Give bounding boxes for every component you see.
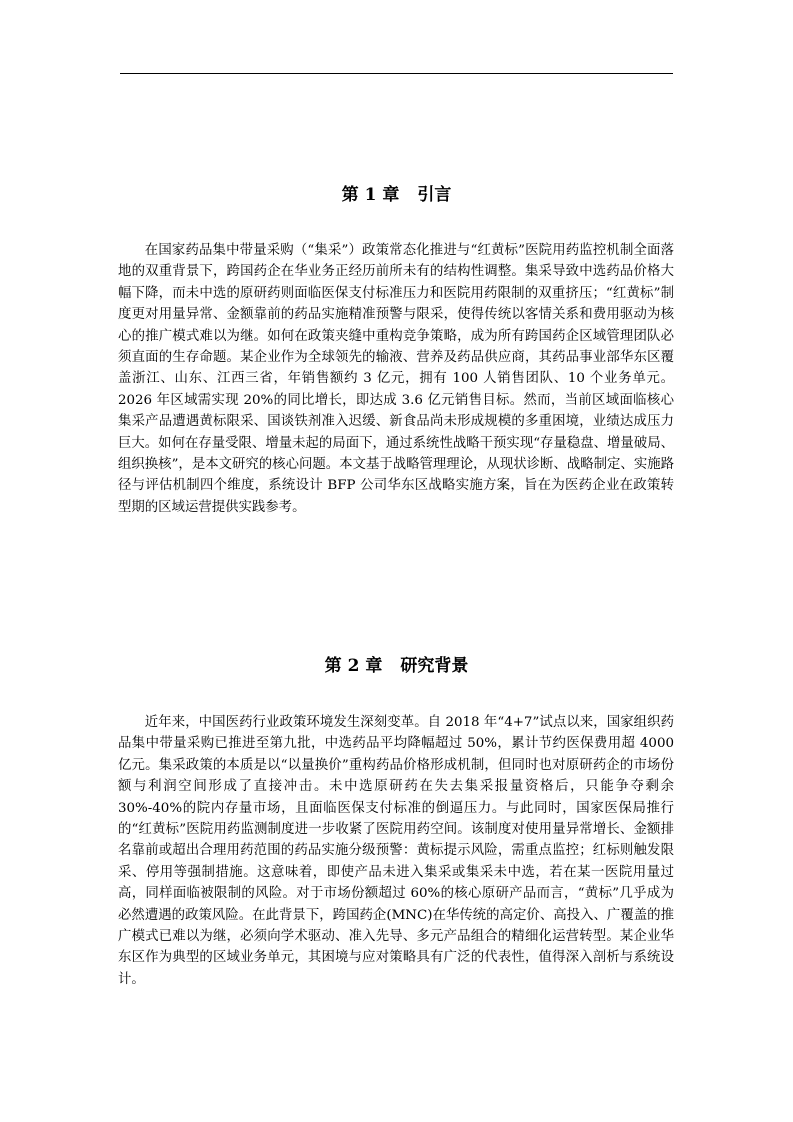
header-rule [120,73,673,74]
chapter-2-number: 第 2 章 [324,656,383,676]
chapter-1-number: 第 1 章 [341,185,400,205]
chapter-2-heading [120,651,673,676]
chapter-1-title: 引言 [417,185,452,205]
chapter-2-paragraph: 近年来，中国医药行业政策环境发生深刻变革。自 2018 年“4+7”试点以来，国家组织药品集中带量采购已推进至第九批，中选药品平均降幅超过 50%，累计节约医保费用超 4000 亿元。集采政策的本质是以“以量换价”重构药品价格形成机制，但同时也对原研药企的市场份额与利润空间形成了直接冲击。未中选原研药在失去集采报量资格后，只能争夺剩余 30%-40%的院内存量市场，且面临医保支付标准的倒逼压力。与此同时，国家医保局推行的“红黄标”医院用药监测制度进一步收紧了医院用药空间。该制度对使用量异常增长、金额排名靠前或超出合理用药范围的药品实施分级预警：黄标提示风险，需重点监控；红标则触发限采、停用等强制措施。这意味着，即使产品未进入集采或集采未中选，若在某一医院用量过高，同样面临被限制的风险。对于市场份额超过 60%的核心原研产品而言，“黄标”几乎成为必然遭遇的政策风险。在此背景下，跨国药企(MNC)在华传统的高定价、高投入、广覆盖的推广模式已难以为继，必须向学术驱动、准入先导、多元产品组合的精细化运营转型。某企业华东区作为典型的区域业务单元，其困境与应对策略具有广泛的代表性，值得深入剖析与系统设计。 [118,715,674,987]
chapter-1-paragraph: 在国家药品集中带量采购（“集采”）政策常态化推进与“红黄标”医院用药监控机制全面落地的双重背景下，跨国药企在华业务正经历前所未有的结构性调整。集采导致中选药品价格大幅下降，而未中选的原研药则面临医保支付标准压力和医院用药限制的双重挤压；“红黄标”制度更对用量异常、金额靠前的药品实施精准预警与限采，使得传统以客情关系和费用驱动为核心的推广模式难以为继。如何在政策夹缝中重构竞争策略，成为所有跨国药企区域管理团队必须直面的生存命题。某企业作为全球领先的输液、营养及药品供应商，其药品事业部华东区覆盖浙江、山东、江西三省，年销售额约 3 亿元，拥有 100 人销售团队、10 个业务单元。2026 年区域需实现 20%的同比增长，即达成 3.6 亿元销售目标。然而，当前区域面临核心集采产品遭遇黄标限采、国谈铁剂准入迟缓、新食品尚未形成规模的多重困境，业绩达成压力巨大。如何在存量受限、增量未起的局面下，通过系统性战略干预实现“存量稳盘、增量破局、组织换核”，是本文研究的核心问题。本文基于战略管理理论，从现状诊断、战略制定、实施路径与评估机制四个维度，系统设计 BFP 公司华东区战略实施方案，旨在为医药企业在政策转型期的区域运营提供实践参考。 [118,243,674,515]
chapter-2-title: 研究背景 [400,656,469,676]
chapter-1-heading [120,180,673,205]
